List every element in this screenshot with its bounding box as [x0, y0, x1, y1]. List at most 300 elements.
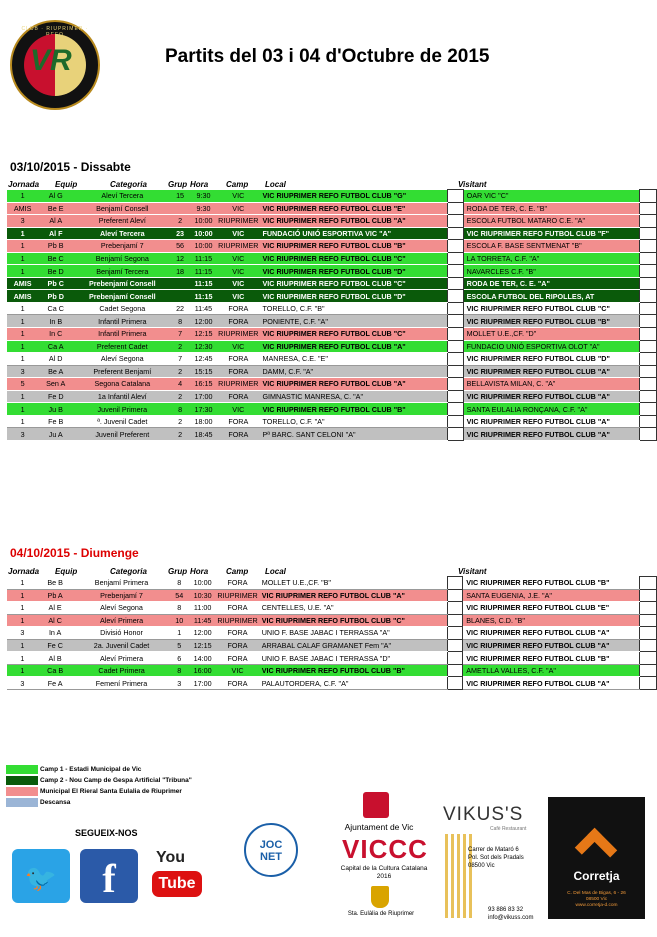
field-cell: FORA: [218, 428, 258, 441]
corretja-mark-icon: [575, 828, 617, 870]
legend-label-descansa: Descansa: [40, 799, 71, 806]
local-score-box: [448, 290, 463, 303]
category-cell: Preferent Benjamí: [73, 365, 171, 378]
jornada-cell: 1: [7, 602, 38, 615]
visitor-score-box: [639, 265, 656, 278]
field-cell: FORA: [218, 415, 258, 428]
time-cell: 11:15: [189, 277, 218, 290]
jocnet-line1: JOC: [259, 839, 283, 851]
team-cell: Ca B: [38, 664, 73, 677]
vikus-email: info@vikuss.com: [488, 915, 534, 921]
local-score-box: [448, 190, 463, 203]
local-score-box: [448, 240, 463, 253]
local-score-box: [448, 252, 463, 265]
header-equip: Equip: [55, 567, 78, 576]
header-grup: Grup: [168, 567, 188, 576]
group-cell: 22: [171, 302, 188, 315]
team-cell: Al G: [38, 190, 73, 203]
header-hora: Hora: [190, 567, 209, 576]
category-cell: Aleví Segona: [73, 353, 171, 366]
visitor-score-box: [639, 639, 656, 652]
jornada-cell: AMIS: [7, 290, 38, 303]
match-row: [7, 428, 657, 441]
local-team-cell: VIC RIUPRIMER REFO FUTBOL CLUB "G": [258, 190, 442, 203]
visitor-team-cell: VIC RIUPRIMER REFO FUTBOL CLUB "F": [463, 227, 639, 240]
match-row: [7, 652, 657, 665]
visitor-score-box: [639, 664, 656, 677]
logo-monogram: VR: [30, 44, 72, 77]
viccc-logo-text: VICCC: [342, 834, 428, 864]
group-cell: 23: [171, 227, 188, 240]
team-cell: Ju A: [38, 428, 73, 441]
visitor-score-box: [639, 340, 656, 353]
group-cell: 56: [171, 240, 188, 253]
category-cell: 1a Infantil Aleví: [73, 390, 171, 403]
twitter-icon[interactable]: 🐦: [12, 849, 70, 903]
match-row: [7, 190, 657, 203]
visitor-team-cell: VIC RIUPRIMER REFO FUTBOL CLUB "A": [463, 428, 639, 441]
local-team-cell: VIC RIUPRIMER REFO FUTBOL CLUB "B": [258, 403, 442, 416]
time-cell: 10:30: [188, 589, 217, 602]
field-cell: RIUPRIMER: [217, 590, 258, 600]
time-cell: 18:45: [189, 428, 218, 441]
header-camp: Camp: [226, 567, 249, 576]
time-cell: 11:45: [189, 302, 218, 315]
local-team-cell: ARRABAL CALAF GRAMANET Fem "A": [258, 639, 442, 652]
header-jornada: Jornada: [8, 567, 40, 576]
time-cell: 12:30: [189, 340, 218, 353]
group-cell: 54: [170, 589, 188, 602]
group-cell: 2: [171, 365, 188, 378]
time-cell: 11:15: [189, 290, 218, 303]
youtube-icon[interactable]: [148, 849, 206, 903]
category-cell: Aleví Tercera: [73, 227, 171, 240]
youtube-you-text: You: [156, 849, 186, 866]
team-cell: Pb B: [38, 240, 73, 253]
visitor-team-cell: BLANES, C.D. "B": [463, 614, 639, 627]
group-cell: 2: [171, 390, 188, 403]
local-score-box: [448, 677, 463, 690]
local-team-cell: GIMNASTIC MANRESA, C. "A": [258, 390, 442, 403]
local-team-cell: VIC RIUPRIMER REFO FUTBOL CLUB "D": [258, 290, 442, 303]
visitor-score-box: [639, 353, 656, 366]
time-cell: 11:00: [188, 602, 217, 615]
group-cell: 8: [171, 315, 188, 328]
field-cell: VIC: [218, 403, 258, 416]
visitor-score-box: [639, 577, 656, 590]
local-team-cell: VIC RIUPRIMER REFO FUTBOL CLUB "A": [258, 589, 442, 602]
visitor-team-cell: VIC RIUPRIMER REFO FUTBOL CLUB "A": [463, 365, 639, 378]
team-cell: In C: [38, 328, 73, 341]
time-cell: 17:00: [188, 677, 217, 690]
time-cell: 12:15: [189, 328, 218, 341]
local-score-box: [448, 353, 463, 366]
category-cell: Aleví Tercera: [73, 190, 171, 203]
jornada-cell: 1: [7, 664, 38, 677]
match-row: [7, 378, 657, 391]
field-cell: VIC: [218, 190, 258, 203]
jornada-cell: AMIS: [7, 202, 38, 215]
field-cell: FORA: [218, 353, 258, 366]
local-team-cell: MOLLET U.E.,CF. "B": [258, 577, 442, 590]
category-cell: Prebenjamí 7: [73, 589, 171, 602]
match-row: [7, 240, 657, 253]
vikus-logo-text: VIKUS'S: [443, 804, 524, 825]
team-cell: Be D: [38, 265, 73, 278]
vikus-tagline: Cafè Restaurant: [490, 826, 527, 832]
local-team-cell: VIC RIUPRIMER REFO FUTBOL CLUB "B": [258, 240, 442, 253]
team-cell: Be C: [38, 252, 73, 265]
facebook-icon[interactable]: f: [80, 849, 138, 903]
field-cell: FORA: [218, 390, 258, 403]
corretja-address-line: 08500 Vic: [585, 897, 608, 902]
time-cell: 10:00: [189, 215, 218, 228]
club-logo: [10, 20, 100, 110]
group-cell: 2: [171, 340, 188, 353]
legend-swatch-camp2: [6, 776, 38, 785]
jornada-cell: 1: [7, 240, 38, 253]
local-team-cell: DAMM, C.F. "A": [258, 365, 442, 378]
team-cell: Pb A: [38, 589, 73, 602]
header-categoria: Categoria: [110, 567, 147, 576]
field-cell: VIC: [218, 290, 258, 303]
jornada-cell: 1: [7, 415, 38, 428]
header-grup: Grup: [168, 180, 188, 189]
group-cell: 6: [170, 652, 188, 665]
category-cell: Divisió Honor: [73, 627, 171, 640]
team-cell: Fe B: [38, 415, 73, 428]
legend-swatch-rieral: [6, 787, 38, 796]
match-row: [7, 302, 657, 315]
jornada-cell: 3: [7, 215, 38, 228]
field-cell: VIC: [218, 227, 258, 240]
time-cell: 12:00: [189, 315, 218, 328]
local-team-cell: VIC RIUPRIMER REFO FUTBOL CLUB "B": [258, 664, 442, 677]
match-row: [7, 315, 657, 328]
jornada-cell: 1: [7, 353, 38, 366]
local-score-box: [448, 328, 463, 341]
time-cell: 9:30: [189, 202, 218, 215]
visitor-team-cell: VIC RIUPRIMER REFO FUTBOL CLUB "E": [463, 602, 639, 615]
team-cell: Pb C: [38, 277, 73, 290]
visitor-team-cell: VIC RIUPRIMER REFO FUTBOL CLUB "A": [463, 639, 639, 652]
category-cell: Cadet Primera: [73, 664, 171, 677]
header-local: Local: [265, 567, 286, 576]
jornada-cell: 1: [7, 652, 38, 665]
field-cell: RIUPRIMER: [218, 379, 259, 389]
local-score-box: [448, 415, 463, 428]
local-team-cell: VIC RIUPRIMER REFO FUTBOL CLUB "E": [258, 202, 442, 215]
jornada-cell: 1: [7, 315, 38, 328]
local-score-box: [448, 202, 463, 215]
team-cell: Fe D: [38, 390, 73, 403]
visitor-team-cell: FUNDACIO UNIÓ ESPORTIVA OLOT "A": [463, 340, 639, 353]
team-cell: Pb D: [38, 290, 73, 303]
visitor-team-cell: VIC RIUPRIMER REFO FUTBOL CLUB "D": [463, 353, 639, 366]
visitor-team-cell: BELLAVISTA MILAN, C. "A": [463, 378, 639, 391]
visitor-score-box: [639, 277, 656, 290]
field-cell: RIUPRIMER: [218, 241, 259, 251]
category-cell: Aleví Primera: [73, 652, 171, 665]
category-cell: Cadet Segona: [73, 302, 171, 315]
vikus-phone: 93 886 83 32: [488, 907, 524, 913]
group-cell: 3: [170, 677, 188, 690]
local-score-box: [448, 378, 463, 391]
jornada-cell: 1: [7, 390, 38, 403]
visitor-team-cell: VIC RIUPRIMER REFO FUTBOL CLUB "B": [463, 315, 639, 328]
match-row: [7, 227, 657, 240]
local-team-cell: VIC RIUPRIMER REFO FUTBOL CLUB "C": [258, 252, 442, 265]
local-team-cell: PALAUTORDERA, C.F. "A": [258, 677, 442, 690]
category-cell: Benjamí Segona: [73, 252, 171, 265]
ajuntament-vic-label: Ajuntament de Vic: [344, 822, 414, 832]
match-row: [7, 589, 657, 602]
visitor-score-box: [639, 290, 656, 303]
field-cell: FORA: [218, 315, 258, 328]
team-cell: Al D: [38, 353, 73, 366]
field-cell: VIC: [217, 664, 257, 677]
games-table-saturday: [7, 189, 657, 441]
visitor-score-box: [639, 602, 656, 615]
time-cell: 10:00: [189, 227, 218, 240]
team-cell: Ca C: [38, 302, 73, 315]
match-row: [7, 390, 657, 403]
local-team-cell: MANRESA, C.E. "E": [258, 353, 442, 366]
match-row: [7, 215, 657, 228]
corretja-address-line: www.corretja-d.com: [575, 903, 618, 908]
local-score-box: [448, 302, 463, 315]
time-cell: 17:30: [189, 403, 218, 416]
visitor-score-box: [639, 252, 656, 265]
jocnet-line2: NET: [260, 851, 282, 863]
group-cell: 2: [171, 428, 188, 441]
visitor-score-box: [639, 302, 656, 315]
match-row: [7, 277, 657, 290]
field-cell: FORA: [217, 639, 257, 652]
local-score-box: [448, 589, 463, 602]
visitor-score-box: [639, 677, 656, 690]
local-score-box: [448, 577, 463, 590]
jocnet-logo: [244, 823, 298, 877]
legend-label-rieral: Municipal El Rieral Santa Eulalia de Riuprimer: [40, 788, 182, 795]
jornada-cell: 1: [7, 190, 38, 203]
match-row: [7, 677, 657, 690]
local-score-box: [448, 277, 463, 290]
time-cell: 16:00: [188, 664, 217, 677]
category-cell: Benjamí Tercera: [73, 265, 171, 278]
group-cell: 2: [171, 415, 188, 428]
team-cell: Al C: [38, 614, 73, 627]
team-cell: Ju B: [38, 403, 73, 416]
visitor-score-box: [639, 328, 656, 341]
header-visitant: Visitant: [458, 567, 487, 576]
local-team-cell: FUNDACIÓ UNIÓ ESPORTIVA VIC "A": [258, 227, 442, 240]
category-cell: Prebenjamí Consell: [73, 290, 171, 303]
field-cell: VIC: [218, 265, 258, 278]
follow-us-title: SEGUEIX-NOS: [75, 828, 138, 838]
visitor-score-box: [639, 227, 656, 240]
legend-swatch-descansa: [6, 798, 38, 807]
category-cell: Benjamí Primera: [73, 577, 171, 590]
local-team-cell: TORELLO, C.F. "B": [258, 302, 442, 315]
category-cell: 2a. Juvenil Cadet: [73, 639, 171, 652]
local-team-cell: PONIENTE, C.F. "A": [258, 315, 442, 328]
group-cell: [171, 290, 188, 303]
group-cell: 7: [171, 353, 188, 366]
group-cell: 12: [171, 252, 188, 265]
local-team-cell: VIC RIUPRIMER REFO FUTBOL CLUB "A": [258, 215, 442, 228]
time-cell: 11:45: [188, 614, 217, 627]
visitor-team-cell: SANTA EULALIA RONÇANA, C.F. "A": [463, 403, 639, 416]
visitor-team-cell: VIC RIUPRIMER REFO FUTBOL CLUB "B": [463, 577, 639, 590]
group-cell: 10: [170, 614, 188, 627]
field-cell: FORA: [218, 302, 258, 315]
match-row: [7, 577, 657, 590]
jornada-cell: 3: [7, 428, 38, 441]
match-row: [7, 252, 657, 265]
group-cell: 8: [170, 577, 188, 590]
team-cell: In A: [38, 627, 73, 640]
local-team-cell: UNIO F. BASE JABAC I TERRASSA "D": [258, 652, 442, 665]
vikus-address-line: Pol. Sot dels Pradals: [468, 855, 524, 861]
local-score-box: [448, 403, 463, 416]
visitor-team-cell: VIC RIUPRIMER REFO FUTBOL CLUB "A": [463, 677, 639, 690]
time-cell: 12:45: [189, 353, 218, 366]
field-cell: VIC: [218, 340, 258, 353]
group-cell: 4: [171, 378, 188, 391]
vikus-address-line: 08500 Vic: [468, 863, 495, 869]
jornada-cell: 5: [7, 378, 38, 391]
local-score-box: [448, 602, 463, 615]
visitor-score-box: [639, 403, 656, 416]
local-score-box: [448, 390, 463, 403]
header-local: Local: [265, 180, 286, 189]
visitor-score-box: [639, 378, 656, 391]
field-cell: FORA: [217, 627, 257, 640]
visitor-team-cell: NAVARCLES C.F. "B": [463, 265, 639, 278]
local-score-box: [448, 639, 463, 652]
team-cell: Sen A: [38, 378, 73, 391]
team-cell: Fe C: [38, 639, 73, 652]
group-cell: 8: [171, 403, 188, 416]
group-cell: [171, 277, 188, 290]
logo-ring-text: CLUB · RIUPRIMER ·: [21, 26, 89, 32]
category-cell: Benjamí Consell: [73, 202, 171, 215]
visitor-team-cell: VIC RIUPRIMER REFO FUTBOL CLUB "A": [463, 390, 639, 403]
team-cell: Al F: [38, 227, 73, 240]
time-cell: 12:15: [188, 639, 217, 652]
field-cell: RIUPRIMER: [218, 216, 259, 226]
visitor-score-box: [639, 365, 656, 378]
time-cell: 16:15: [189, 378, 218, 391]
visitor-team-cell: ESCOLA FUTBOL DEL RIPOLLES, AT: [463, 290, 639, 303]
jornada-cell: 1: [7, 639, 38, 652]
youtube-tube-text: Tube: [152, 871, 202, 897]
sta-eulalia-label: Sta. Eulàlia de Riuprimer: [347, 911, 415, 917]
local-score-box: [448, 340, 463, 353]
field-cell: FORA: [218, 365, 258, 378]
games-table-sunday: [7, 576, 657, 690]
jornada-cell: 1: [7, 577, 38, 590]
vikus-address-line: Carrer de Mataró 6: [468, 847, 519, 853]
visitor-team-cell: VIC RIUPRIMER REFO FUTBOL CLUB "A": [463, 627, 639, 640]
local-team-cell: VIC RIUPRIMER REFO FUTBOL CLUB "A": [258, 378, 442, 391]
field-cell: VIC: [218, 277, 258, 290]
time-cell: 15:15: [189, 365, 218, 378]
visitor-team-cell: AMETLLA VALLES, C.F. "A": [463, 664, 639, 677]
group-cell: 7: [171, 328, 188, 341]
local-team-cell: VIC RIUPRIMER REFO FUTBOL CLUB "D": [258, 265, 442, 278]
match-row: [7, 340, 657, 353]
jornada-cell: 1: [7, 589, 38, 602]
field-cell: FORA: [217, 677, 257, 690]
visitor-score-box: [639, 215, 656, 228]
page-title: Partits del 03 i 04 d'Octubre de 2015: [165, 46, 490, 67]
local-score-box: [448, 428, 463, 441]
jornada-cell: 1: [7, 328, 38, 341]
category-cell: Juvenil Preferent: [73, 428, 171, 441]
jornada-cell: 3: [7, 677, 38, 690]
field-cell: FORA: [217, 602, 257, 615]
visitor-score-box: [639, 652, 656, 665]
local-team-cell: VIC RIUPRIMER REFO FUTBOL CLUB "C": [258, 614, 442, 627]
time-cell: 17:00: [189, 390, 218, 403]
jornada-cell: 1: [7, 614, 38, 627]
local-score-box: [448, 227, 463, 240]
visitor-team-cell: SANTA EUGENIA, J.E. "A": [463, 589, 639, 602]
category-cell: Aleví Primera: [73, 614, 171, 627]
match-row: [7, 627, 657, 640]
visitor-team-cell: MOLLET U.E.,CF. "D": [463, 328, 639, 341]
local-team-cell: CENTELLES, U.E. "A": [258, 602, 442, 615]
match-row: [7, 602, 657, 615]
team-cell: Al E: [38, 602, 73, 615]
category-cell: Segona Catalana: [73, 378, 171, 391]
jornada-cell: 1: [7, 403, 38, 416]
jornada-cell: 1: [7, 227, 38, 240]
category-cell: Femení Primera: [73, 677, 171, 690]
local-team-cell: Pª BARC. SANT CELONI "A": [258, 428, 442, 441]
category-cell: Prebenjamí Consell: [73, 277, 171, 290]
visitor-team-cell: VIC RIUPRIMER REFO FUTBOL CLUB "A": [463, 415, 639, 428]
corretja-address: [548, 891, 645, 909]
jornada-cell: 3: [7, 627, 38, 640]
category-cell: Prebenjamí 7: [73, 240, 171, 253]
visitor-team-cell: VIC RIUPRIMER REFO FUTBOL CLUB "B": [463, 652, 639, 665]
visitor-score-box: [639, 415, 656, 428]
team-cell: Al B: [38, 652, 73, 665]
visitor-score-box: [639, 614, 656, 627]
field-cell: RIUPRIMER: [217, 615, 258, 625]
visitor-team-cell: ESCOLA FUTBOL MATARO C.E. "A": [463, 215, 639, 228]
time-cell: 14:00: [188, 652, 217, 665]
local-score-box: [448, 627, 463, 640]
category-cell: Preferent Aleví: [73, 215, 171, 228]
header-jornada: Jornada: [8, 180, 40, 189]
visitor-score-box: [639, 240, 656, 253]
vikus-address: [468, 846, 524, 870]
corretja-name: Corretja: [573, 869, 620, 883]
group-cell: 8: [170, 664, 188, 677]
local-score-box: [448, 365, 463, 378]
visitor-score-box: [639, 202, 656, 215]
vikus-contact: [488, 906, 533, 922]
visitor-score-box: [639, 315, 656, 328]
local-team-cell: VIC RIUPRIMER REFO FUTBOL CLUB "A": [258, 340, 442, 353]
vic-coat-of-arms-icon: [363, 792, 389, 818]
group-cell: 2: [171, 215, 188, 228]
match-row: [7, 365, 657, 378]
